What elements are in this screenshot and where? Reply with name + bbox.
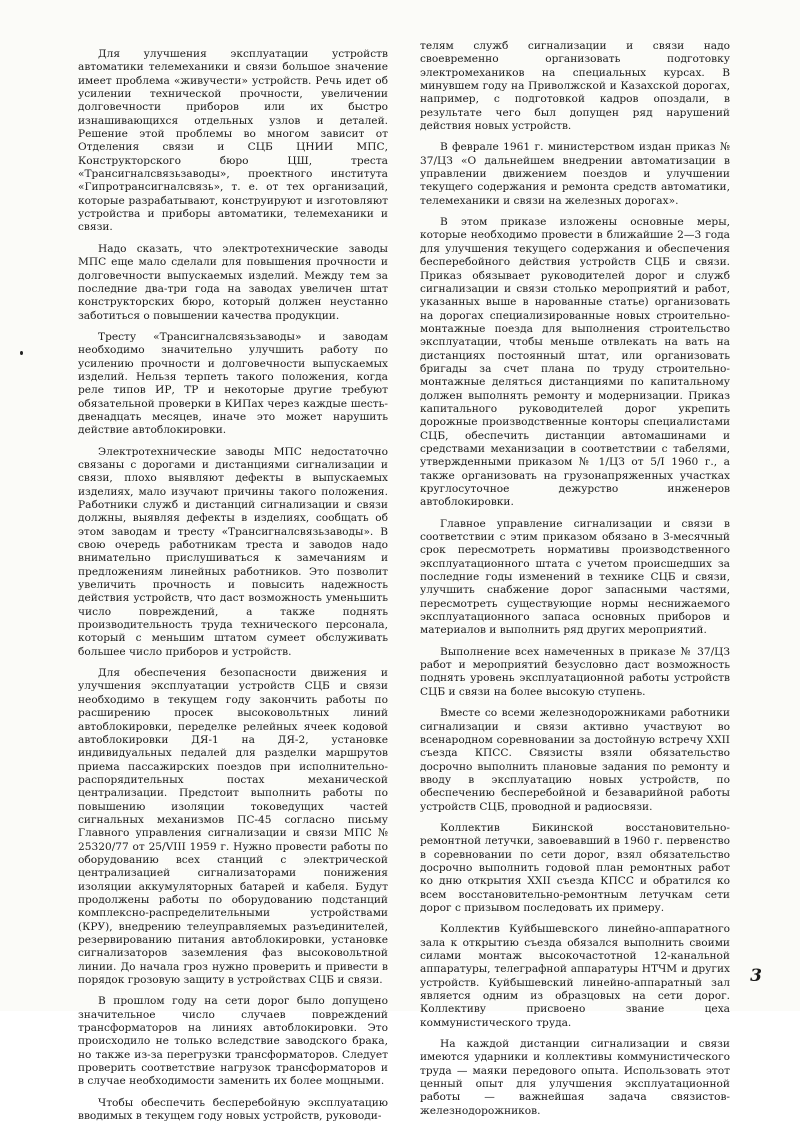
paragraph: Тресту «Трансигналсвязьзаводы» и заводам необходимо значительно улучшить работу по усилению прочности и долговечности выпускаемых изделий. Нельзя терпеть такого положения, когда реле типов ИР, ТР и некоторые другие требуют обязательной проверки в КИПах через каждые шесть-двенадцать месяцев, иначе это может нарушить действие автоблокировки. [78,330,388,437]
paragraph: Для обеспечения безопасности движения и улучшения эксплуатации устройств СЦБ и связи необходимо в текущем году закончить работы по расширению просек высоковольтных линий автоблокировки, переделке релейных ячеек кодовой автоблокировки ДЯ-1 на ДЯ-2, установке индивидуальных педалей для разделки маршрутов приема пассажирских поездов при исполнительно-распорядительных постах механической централизации. Предстоит выполнить работы по повышению изоляции токоведущих частей сигнальных механизмов ПС-45 согласно письму Главного управления сигнализации и связи МПС № 25320/77 от 25/VIII 1959 г. Нужно провести работы по оборудованию всех станций с электрической централизацией сигнализаторами понижения изоляции аккумуляторных батарей и кабеля. Будут продолжены работы по оборудованию подстанций комплексно-распределительными устройствами (КРУ), внедрению телеуправляемых разъединителей, резервированию питания автоблокировки, установке сигнализаторов заземления фаз высоковольтной линии. До начала гроз нужно проверить и привести в порядок грозовую защиту в устройствах СЦБ и связи. [78,667,388,987]
paragraph: Главное управление сигнализации и связи в соответствии с этим приказом обязано в 3-месячный срок пересмотреть нормативы производственного эксплуатационного штата с учетом происшедших за последние годы изменений в технике СЦБ и связи, улучшить снабжение дорог запасными частями, пересмотреть существующие нормы неснижаемого эксплуатационного запаса основных приборов и материалов и выполнить ряд других мероприятий. [420,517,730,637]
page-number: 3 [750,966,762,986]
paragraph-continued: телям служб сигнализации и связи надо своевременно организовать подготовку электромехаников на специальных курсах. В минувшем году на Приволжской и Казахской дорогах, например, с подготовкой кадров опоздали, в результате чего был допущен ряд нарушений действия новых устройств. [420,40,730,133]
paragraph: Коллектив Бикинской восстановительно-ремонтной летучки, завоевавший в 1960 г. первенство в соревновании по сети дорог, взял обязательство досрочно выполнить годовой план ремонтных работ ко дню открытия XXII съезда КПСС и обратился ко всем восстановительно-ремонтным летучкам сети дорог с призывом последовать их примеру. [420,821,730,914]
margin-mark [20,351,23,355]
paragraph: В прошлом году на сети дорог было допущено значительное число случаев повреждений трансформаторов на линиях автоблокировки. Это происходило не только вследствие заводского брака, но также из-за перегрузки трансформаторов. Следует проверить соответствие нагрузок трансформаторов и в случае необходимости заменить их более мощными. [78,995,388,1088]
paragraph: В феврале 1961 г. министерством издан приказ № 37/ЦЗ «О дальнейшем внедрении автоматизации в управлении движением поездов и улучшении текущего содержания и ремонта средств автоматики, телемеханики и связи на железных дорогах». [420,141,730,207]
paragraph: Выполнение всех намеченных в приказе № 37/ЦЗ работ и мероприятий безусловно даст возможность поднять уровень эксплуатационной работы устройств СЦБ и связи на более высокую ступень. [420,645,730,698]
paragraph: Надо сказать, что электротехнические заводы МПС еще мало сделали для повышения прочности и долговечности выпускаемых изделий. Между тем за последние два-три года на заводах увеличен штат конструкторских бюро, который должен неустанно заботиться о повышении качества продукции. [78,242,388,322]
paragraph: Чтобы обеспечить бесперебойную эксплуатацию вводимых в текущем году новых устройств, руководи- [78,1096,388,1123]
left-text-column [78,48,388,1131]
paragraph: Коллектив Куйбышевского линейно-аппаратного зала к открытию съезда обязался выполнить своими силами монтаж высокочастотной 12-канальной аппаратуры, телеграфной аппаратуры НТЧМ и других устройств. Куйбышевский линейно-аппаратный зал является одним из образцовых на сети дорог. Коллективу присвоено звание цеха коммунистического труда. [420,923,730,1029]
paragraph: На каждой дистанции сигнализации и связи имеются ударники и коллективы коммунистического труда — маяки передового опыта. Использовать этот ценный опыт для улучшения эксплуатационной работы — важнейшая задача связистов-железнодорожников. [420,1038,730,1117]
paragraph: Вместе со всеми железнодорожниками работники сигнализации и связи активно участвуют во всенародном соревновании за достойную встречу XXII съезда КПСС. Связисты взяли обязательство досрочно выполнить плановые задания по ремонту и вводу в эксплуатацию новых устройств, по обеспечению бесперебойной и безаварийной работы устройств СЦБ, проводной и радиосвязи. [420,707,730,813]
right-text-column [420,40,730,1126]
paragraph: В этом приказе изложены основные меры, которые необходимо провести в ближайшие 2—3 года для улучшения текущего содержания и обеспечения бесперебойного действия устройств СЦБ и связи. Приказ обязывает руководителей дорог и служб сигнализации и связи столько мероприятий и работ, указанных выше в нарованные статье) организовать на дорогах специализированные новых строительно-монтажные поезда для выполнения строительство эксплуатации, чтобы меньше отвлекать на вать на дистанциях постоянный штат, или организовать бригады за счет плана по труду строительно-монтажные деляться дистанциями по капитальному должен выполнять ремонту и модернизации. Приказ капитального руководителей дорог укрепить дорожные производственные конторы специалистами СЦБ, обеспечить дистанции автомашинами и средствами механизации в соответствии с табелями, утвержденными приказом № 1/ЦЗ от 5/I 1960 г., а также организовать на грузонапряженных участках круглосуточное дежурство инженеров автоблокировки. [420,216,730,509]
paragraph: Для улучшения эксплуатации устройств автоматики телемеханики и связи большое значение имеет проблема «живучести» устройств. Речь идет об усилении технической прочности, увеличении долговечности приборов или их быстро изнашивающихся отдельных узлов и деталей. Решение этой проблемы во многом зависит от Отделения связи и СЦБ ЦНИИ МПС, Конструкторского бюро ЦШ, треста «Трансигналсвязьзаводы», проектного института «Гипротрансигналсвязь», т. е. от тех организаций, которые разрабатывают, конструируют и изготовляют устройства и приборы автоматики, телемеханики и связи. [78,48,388,234]
paragraph: Электротехнические заводы МПС недостаточно связаны с дорогами и дистанциями сигнализации и связи, плохо выявляют дефекты в выпускаемых изделиях, мало изучают причины такого положения. Работники служб и дистанций сигнализации и связи должны, выявляя дефекты в изделиях, сообщать об этом заводам и тресту «Трансигналсвязьзаводы». В свою очередь работникам треста и заводов надо внимательно прислушиваться к замечаниям и предложениям линейных работников. Это позволит увеличить прочность и повысить надежность действия устройств, что даст возможность уменьшить число повреждений, а также поднять производительность труда технического персонала, который с меньшим штатом сумеет обслуживать большее число приборов и устройств. [78,445,388,658]
